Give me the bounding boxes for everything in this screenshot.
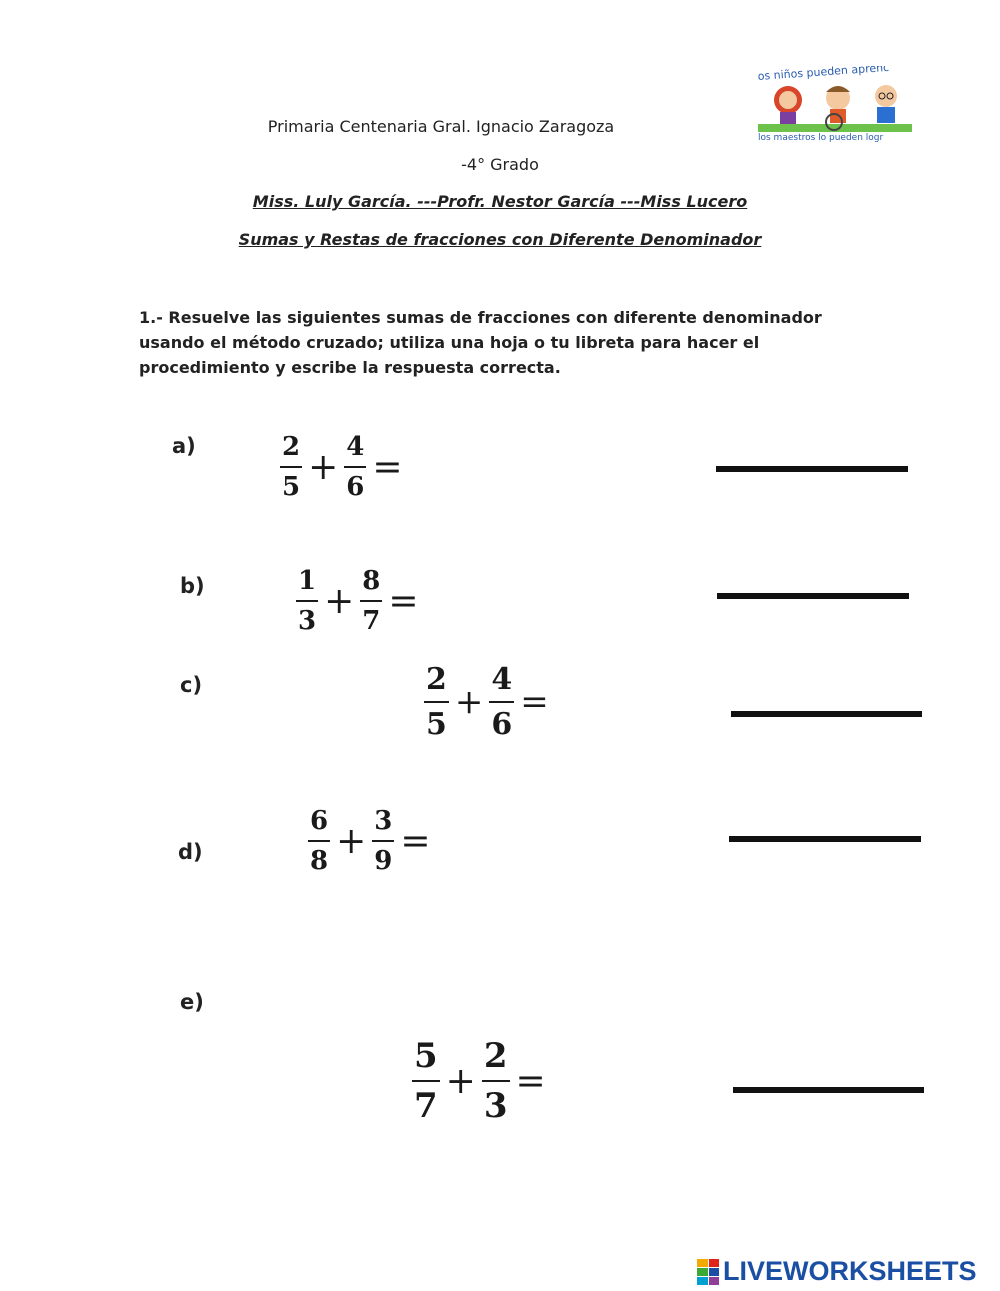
exercise-a-expression: [280, 432, 409, 502]
numerator: 3: [374, 806, 393, 836]
answer-line-a: [716, 466, 908, 472]
fraction-b-2: [360, 566, 382, 636]
exercise-d-expression: [308, 806, 437, 876]
answer-line-c: [731, 711, 922, 717]
plus-sign: +: [308, 446, 339, 488]
topic-title: Sumas y Restas de fracciones con Diferente Denominador: [238, 230, 762, 249]
numerator: 4: [346, 432, 365, 462]
numerator: 6: [310, 806, 329, 836]
denominator: 3: [483, 1086, 508, 1126]
liveworksheets-wordmark: LIVEWORKSHEETS: [723, 1256, 977, 1286]
equals-sign: =: [515, 1060, 546, 1102]
fraction-e-2: [482, 1036, 510, 1126]
numerator: 2: [426, 662, 447, 697]
denominator: 5: [282, 472, 301, 502]
numerator: 1: [298, 566, 317, 596]
fraction-d-2: [372, 806, 394, 876]
answer-input-a[interactable]: [716, 432, 912, 466]
equals-sign: =: [388, 580, 419, 622]
denominator: 9: [374, 846, 393, 876]
equals-sign: =: [400, 820, 431, 862]
plus-sign: +: [324, 580, 355, 622]
denominator: 7: [414, 1086, 438, 1126]
fraction-c-2: [489, 662, 514, 742]
exercise-b-expression: [296, 566, 425, 636]
fraction-d-1: [308, 806, 330, 876]
numerator: 5: [414, 1036, 438, 1076]
numerator: 4: [491, 662, 513, 697]
kids-illustration: [756, 66, 914, 142]
denominator: 6: [346, 472, 365, 502]
answer-line-d: [729, 836, 921, 842]
exercise-e-label: e): [180, 990, 204, 1014]
numerator: 2: [483, 1036, 508, 1076]
exercise-a-label: a): [172, 434, 196, 458]
school-logo: [756, 66, 914, 142]
liveworksheets-mark-icon: [697, 1259, 719, 1285]
fraction-c-1: [424, 662, 449, 742]
answer-input-c[interactable]: [731, 677, 926, 711]
denominator: 8: [310, 846, 329, 876]
instructions: 1.- Resuelve las siguientes sumas de fracciones con diferente denominador usando el método cruzado; utiliza una hoja o tu libreta para hacer el procedimiento y escribe la respuesta correcta.: [139, 308, 822, 377]
denominator: 5: [426, 707, 447, 742]
denominator: 3: [298, 606, 317, 636]
fraction-b-1: [296, 566, 318, 636]
exercise-b-label: b): [180, 574, 205, 598]
answer-input-e[interactable]: [733, 1053, 928, 1087]
answer-line-b: [717, 593, 909, 599]
teachers-line: Miss. Luly García. ---Profr. Nestor García ---Miss Lucero: [252, 192, 748, 211]
fraction-a-2: [344, 432, 366, 502]
denominator: 7: [362, 606, 381, 636]
school-name: Primaria Centenaria Gral. Ignacio Zaragoza: [267, 117, 615, 136]
liveworksheets-logo[interactable]: [697, 1256, 977, 1287]
logo-top-text: os niños pueden aprenc: [757, 66, 890, 83]
equals-sign: =: [372, 446, 403, 488]
exercise-c-expression: [424, 662, 555, 742]
denominator: 6: [491, 707, 513, 742]
plus-sign: +: [454, 682, 484, 722]
logo-bottom-text: los maestros lo pueden logr: [758, 133, 884, 142]
numerator: 8: [362, 566, 381, 596]
exercise-e-expression: [412, 1036, 552, 1126]
answer-line-e: [733, 1087, 924, 1093]
fraction-a-1: [280, 432, 302, 502]
equals-sign: =: [520, 682, 549, 722]
answer-input-d[interactable]: [729, 802, 925, 836]
grade-label: -4° Grado: [461, 155, 539, 174]
plus-sign: +: [336, 820, 367, 862]
fraction-e-1: [412, 1036, 440, 1126]
answer-input-b[interactable]: [717, 559, 913, 593]
plus-sign: +: [445, 1060, 476, 1102]
exercise-d-label: d): [178, 840, 203, 864]
exercise-c-label: c): [180, 673, 203, 697]
numerator: 2: [282, 432, 301, 462]
